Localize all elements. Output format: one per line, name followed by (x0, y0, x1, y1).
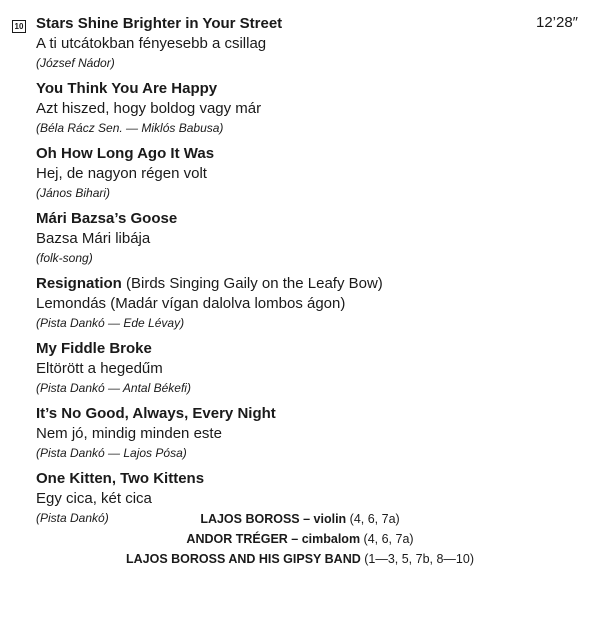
performer-name: LAJOS BOROSS AND HIS GIPSY BAND (125, 552, 361, 566)
song-title-text: One Kitten, Two Kittens (36, 470, 205, 487)
song-list (36, 14, 516, 534)
song-title (36, 14, 516, 34)
performer-credits (0, 509, 600, 569)
song-title-extra: (Birds Singing Gaily on the Leafy Bow) (121, 275, 383, 292)
song-title (36, 144, 516, 164)
performer-line (0, 529, 600, 549)
song-title-text: Mári Bazsa’s Goose (36, 210, 178, 227)
song-entry (36, 209, 516, 267)
song-hungarian-title: A ti utcátokban fényesebb a csillag (36, 35, 267, 52)
song-title (36, 404, 516, 424)
song-entry (36, 14, 516, 72)
song-hungarian-title: Egy cica, két cica (36, 490, 152, 507)
song-hungarian-title: Bazsa Mári libája (36, 230, 151, 247)
song-title-text: My Fiddle Broke (36, 340, 152, 357)
song-hungarian-title: Nem jó, mindig minden este (36, 425, 222, 442)
performer-tracks: (1—3, 5, 7b, 8—10) (360, 552, 475, 566)
song-credit: (folk-song) (36, 251, 93, 265)
song-title (36, 274, 516, 294)
song-entry (36, 79, 516, 137)
performer-tracks: (4, 6, 7a) (346, 512, 400, 526)
performer-line (0, 509, 600, 529)
song-hungarian-title: Lemondás (Madár vígan dalolva lombos ágon) (36, 295, 346, 312)
song-hungarian-title: Azt hiszed, hogy boldog vagy már (36, 100, 262, 117)
song-title (36, 209, 516, 229)
song-hungarian-title: Eltörött a hegedűm (36, 360, 163, 377)
performer-name: ANDOR TRÉGER – cimbalom (186, 532, 361, 546)
song-entry (36, 144, 516, 202)
song-hungarian-title: Hej, de nagyon régen volt (36, 165, 207, 182)
song-credit: (Pista Dankó — Antal Békefi) (36, 381, 191, 395)
song-entry (36, 339, 516, 397)
performer-line (0, 549, 600, 569)
song-title-text: Oh How Long Ago It Was (36, 145, 215, 162)
song-credit: (Pista Dankó — Ede Lévay) (36, 316, 185, 330)
song-entry (36, 274, 516, 332)
song-credit: (Béla Rácz Sen. — Miklós Babusa) (36, 121, 224, 135)
song-entry (36, 404, 516, 462)
song-title (36, 79, 516, 99)
performer-tracks: (4, 6, 7a) (360, 532, 414, 546)
song-title-text: It’s No Good, Always, Every Night (36, 405, 276, 422)
song-title-text: You Think You Are Happy (36, 80, 218, 97)
song-title (36, 339, 516, 359)
song-title-text: Resignation (36, 275, 122, 292)
song-title-text: Stars Shine Brighter in Your Street (36, 15, 283, 32)
performer-name: LAJOS BOROSS – violin (200, 512, 347, 526)
song-credit: (József Nádor) (36, 56, 115, 70)
track-duration: 12’28″ (535, 14, 578, 31)
track-number-box: 10 (12, 20, 26, 33)
song-credit: (Pista Dankó — Lajos Pósa) (36, 446, 187, 460)
song-credit: (János Bihari) (36, 186, 111, 200)
song-title (36, 469, 516, 489)
song-credit: (Pista Dankó) (36, 511, 109, 525)
